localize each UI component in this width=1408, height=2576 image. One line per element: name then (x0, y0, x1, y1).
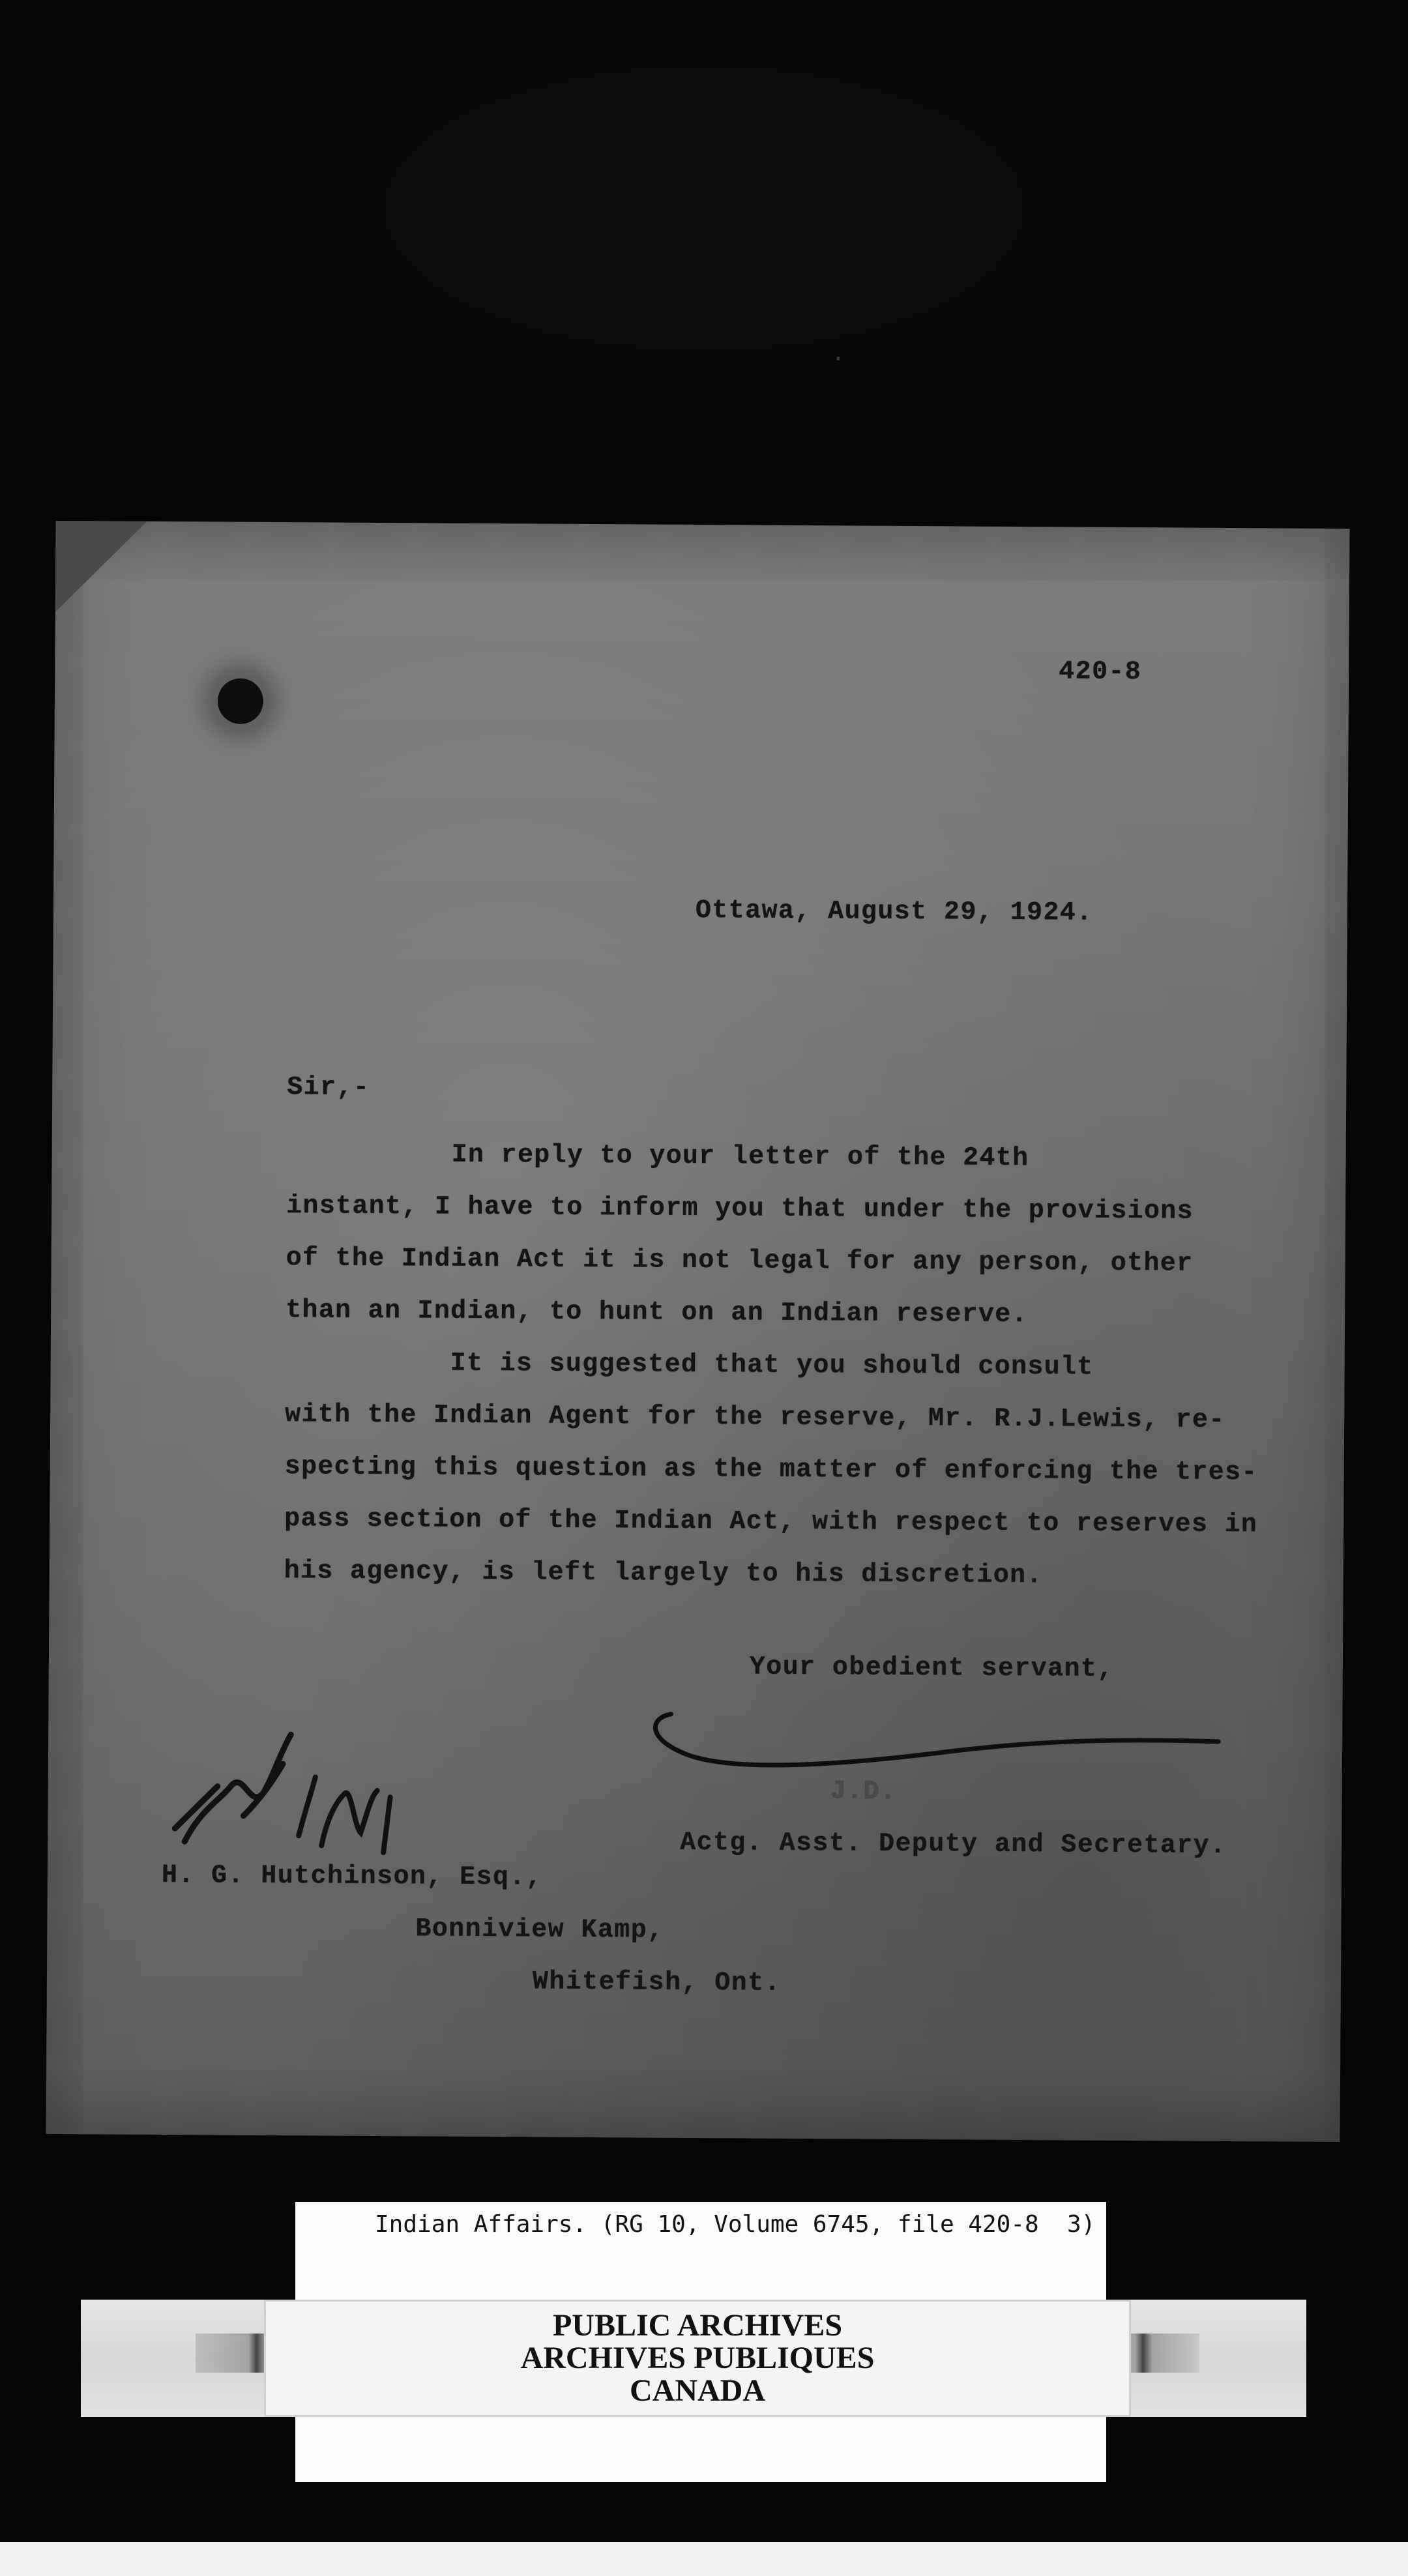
film-bottom-edge (0, 2542, 1408, 2576)
archive-stamp-line2: ARCHIVES PUBLIQUES (520, 2341, 875, 2375)
archive-citation: Indian Affairs. (RG 10, Volume 6745, file 420-8 3) (375, 2211, 1096, 2238)
signer-title: Actg. Asst. Deputy and Secretary. (680, 1828, 1227, 1861)
body-line: of the Indian Act it is not legal for any person, other (286, 1244, 1194, 1279)
folded-corner (55, 521, 147, 613)
film-frame-mark: · (831, 345, 845, 372)
punch-hole (218, 678, 263, 724)
addressee-line3: Whitefish, Ont. (532, 1967, 782, 1998)
marginal-initials (175, 1734, 291, 1842)
date-line: Ottawa, August 29, 1924. (695, 896, 1093, 928)
body-line: his agency, is left largely to his discretion. (284, 1557, 1043, 1591)
body-line: instant, I have to inform you that under the provisions (286, 1192, 1194, 1227)
archive-stamp-line3: CANADA (630, 2373, 765, 2408)
body-line: It is suggested that you should consult (285, 1348, 1094, 1383)
body-line: In reply to your letter of the 24th (286, 1139, 1029, 1174)
body-line: pass section of the Indian Act, with respect to reserves in (284, 1504, 1258, 1540)
microfilm-border (0, 0, 1408, 521)
closing: Your obedient servant, (749, 1652, 1114, 1684)
letter-page (46, 521, 1349, 2142)
salutation: Sir,- (287, 1073, 370, 1103)
typed-initials: J.D. (830, 1777, 897, 1807)
handwritten-mark (299, 1777, 390, 1852)
addressee-name: H. G. Hutchinson, Esq., (161, 1860, 543, 1893)
archive-stamp-line1: PUBLIC ARCHIVES (552, 2308, 843, 2343)
body-line: than an Indian, to hunt on an Indian reserve. (286, 1296, 1028, 1330)
file-number: 420-8 (1059, 657, 1142, 688)
signature-flourish (655, 1714, 1218, 1768)
body-line: specting this question as the matter of enforcing the tres- (284, 1452, 1258, 1488)
addressee-line2: Bonniview Kamp, (415, 1914, 664, 1946)
archive-stamp (264, 2309, 1131, 2407)
body-line: with the Indian Agent for the reserve, Mr. R.J.Lewis, re- (285, 1400, 1225, 1435)
letter-body (284, 1128, 1329, 1604)
